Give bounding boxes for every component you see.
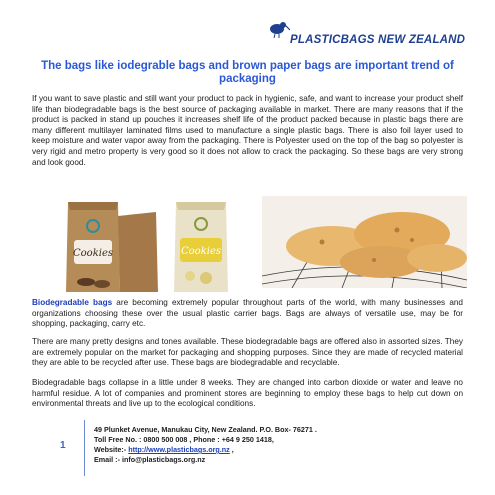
paragraph-designs: There are many pretty designs and tones available. These biodegradable bags are offered also in assorted sizes. They are extremely popular on the market for packaging and shopping purposes. Since they are made of recycled material they are able to be recycled after use. These bags are biodegradable and recyclable. bbox=[32, 337, 463, 368]
paragraph-intro: If you want to save plastic and still want your product to pack in hygienic, safe, and want to increase your product shelf life than biodegradable bags is the best source of packaging available in market. There are many reasons that if the product is packed in stand up pouches it increases shelf life of the product packed because in plastic bags there are many different multilayer laminated films used to manufacture a single plastic bags. There is also foil layer used to keep moisture and water vapor away from the packaging. There is Polyester used on the top of the bag so polyester is very rigid and metro property is very good so it does not allow to crack the packaging. So these bags are very strong and look good. bbox=[32, 94, 463, 167]
paragraph-collapse: Biodegradable bags collapse in a little under 8 weeks. They are changed into carbon dioxide or water and leave no harmful residue. A lot of companies and prominent stores are beginning to employ these bags to help cut down on environmental threats and live up to the ecological conditions. bbox=[32, 378, 463, 409]
footer-address: 49 Plunket Avenue, Manukau City, New Zealand. P.O. Box- 76271 . bbox=[94, 425, 317, 434]
cookies-photo bbox=[262, 196, 467, 288]
paragraph-biodegradable bbox=[32, 298, 463, 330]
footer-email[interactable]: Email :- info@plasticbags.org.nz bbox=[94, 455, 206, 464]
footer-website-suffix: , bbox=[229, 445, 234, 454]
logo-text: PLASTICBAGS NEW ZEALAND bbox=[290, 34, 466, 46]
footer-contact bbox=[94, 425, 317, 465]
brand-logo bbox=[268, 8, 466, 58]
cookie-bag-clear-image bbox=[168, 196, 258, 296]
article-title: The bags like iodegrable bags and brown paper bags are important trend of packaging bbox=[41, 60, 454, 85]
paragraph-biodegradable-text: are becoming extremely popular throughout parts of the world, with many businesses and organizations choosing these over the usual plastic carrier bags. Bags are always of versatile use, may be for shopping, packaging, carry etc. bbox=[32, 298, 463, 329]
page-number: 1 bbox=[60, 440, 66, 451]
website-link[interactable]: http://www.plasticbags.org.nz bbox=[128, 445, 230, 454]
cookie-bag-brown-image bbox=[58, 196, 168, 296]
kiwi-bird-icon bbox=[268, 16, 290, 38]
footer-website-label: Website:- bbox=[94, 445, 129, 454]
footer-divider bbox=[84, 420, 85, 476]
bag2-label: Cookies bbox=[181, 246, 221, 257]
footer-phone: Toll Free No. : 0800 500 008 , Phone : +64 9 250 1418, bbox=[94, 435, 274, 444]
footer-website-line bbox=[94, 445, 317, 455]
bag1-label: Cookies bbox=[73, 248, 113, 259]
biodegradable-bags-link[interactable]: Biodegradable bags bbox=[32, 298, 113, 307]
